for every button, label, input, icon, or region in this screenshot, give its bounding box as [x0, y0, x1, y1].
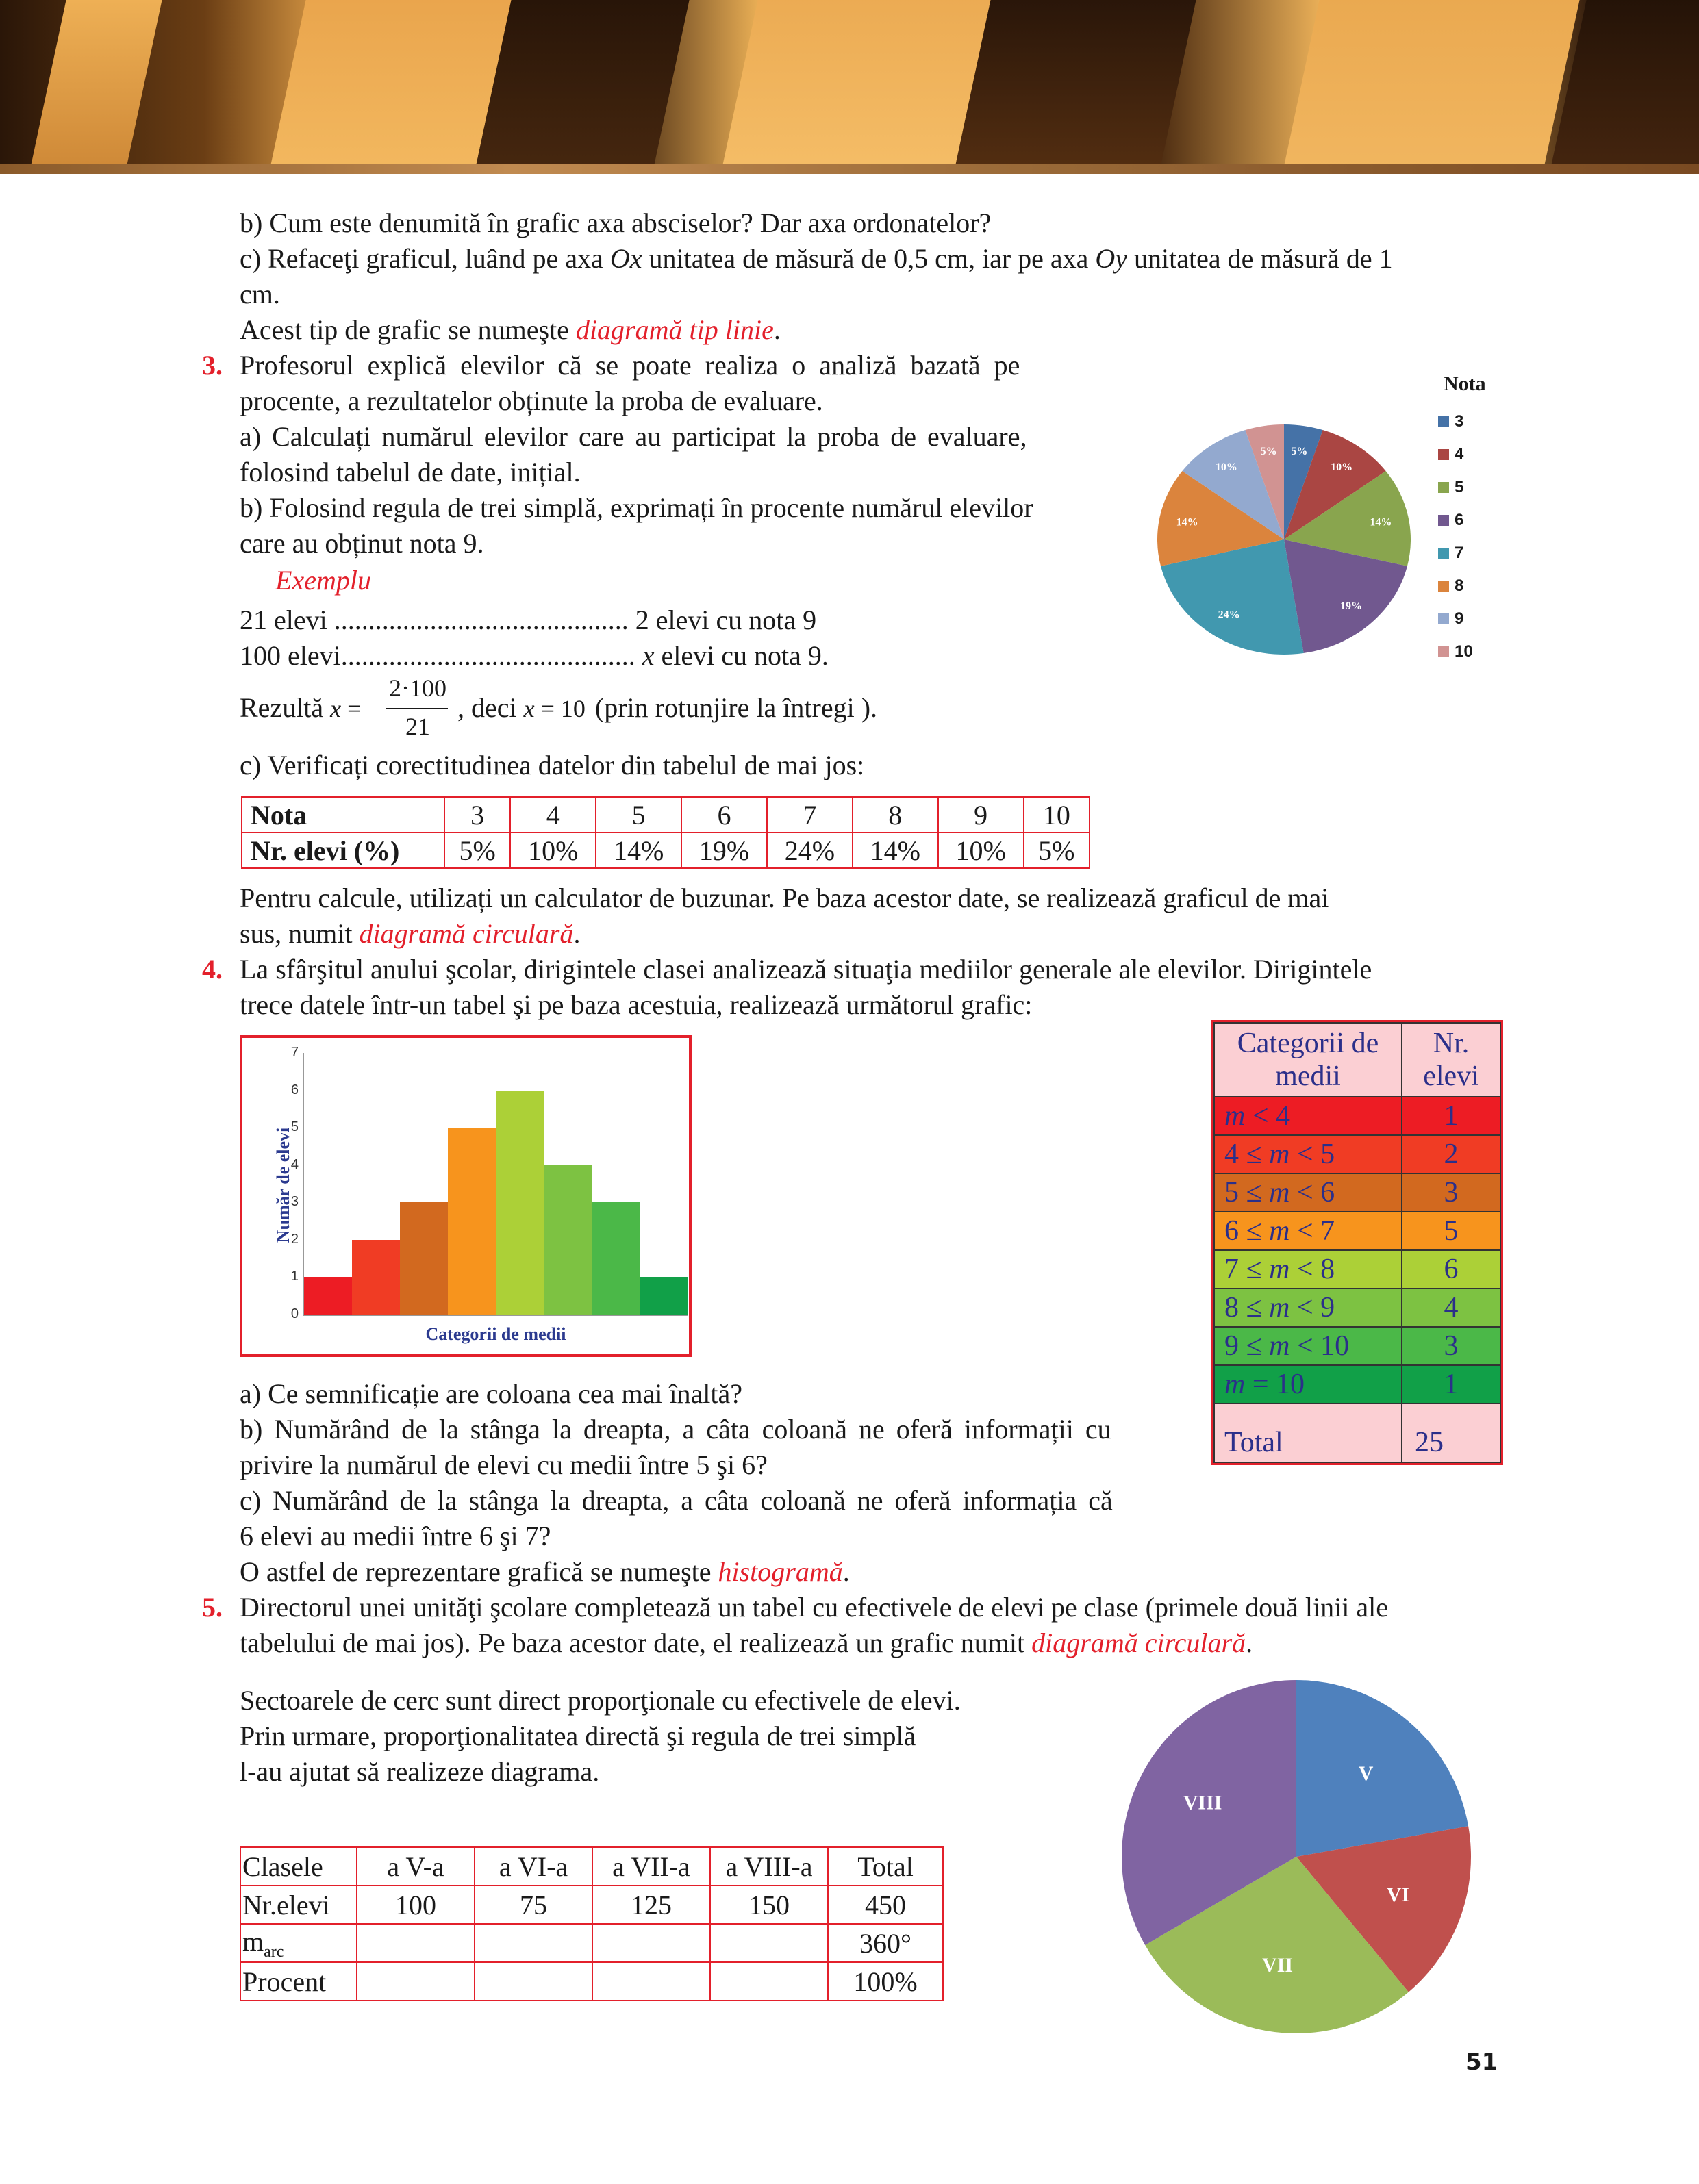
table-header-row — [1214, 1023, 1500, 1097]
table-header-row — [240, 1847, 943, 1885]
legend-item — [1438, 471, 1486, 504]
text-fragment: unitatea de măsură de 1 — [1127, 243, 1393, 274]
term-pie-chart: diagramă circulară — [359, 918, 574, 949]
equals-sign: = — [341, 695, 362, 722]
count-cell: 3 — [1402, 1173, 1500, 1212]
table-cell: 19% — [681, 833, 767, 868]
y-axis-label: Număr de elevi — [273, 1127, 293, 1243]
ex3-question-a: a) Calculați numărul elevilor care au participat la proba de evaluare, — [240, 421, 1027, 452]
pie-slices — [1157, 424, 1411, 655]
text-fragment: (prin rotunjire la întregi ). — [594, 692, 878, 723]
table-cell: a VII-a — [592, 1847, 710, 1885]
table-cell-empty — [475, 1962, 592, 2001]
table-row — [1214, 1173, 1500, 1212]
category-cell: m < 4 — [1214, 1097, 1402, 1135]
row-header: Nr. elevi (%) — [242, 833, 444, 868]
y-tick-label: 4 — [290, 1156, 299, 1172]
ex5-line2 — [240, 1625, 1253, 1661]
ex5-line1: Directorul unei unităţi şcolare completează un tabel cu efectivele de elevi pe clase (primele două linii ale — [240, 1592, 1388, 1623]
table-cell: 7 — [767, 797, 853, 833]
rule-line-1 — [240, 602, 816, 638]
legend-item — [1438, 602, 1486, 635]
example-label: Exemplu — [275, 565, 371, 596]
grades-percent-table — [241, 796, 1090, 869]
table-row — [240, 1962, 943, 2001]
header-categories — [1214, 1023, 1402, 1097]
table-row — [1214, 1212, 1500, 1250]
term-pie-chart: diagramă circulară — [1031, 1627, 1246, 1658]
slice-label: V — [1358, 1762, 1374, 1785]
page-number: 51 — [1465, 2048, 1498, 2076]
total-value: 25 — [1402, 1404, 1500, 1462]
count-cell: 6 — [1402, 1250, 1500, 1288]
ex4-line1: La sfârşitul anului şcolar, dirigintele clasei analizează situaţia mediilor generale ale elevilor. Dirigintele — [240, 954, 1372, 985]
text-fragment: . — [773, 314, 781, 345]
pie-legend — [1438, 372, 1486, 668]
table-cell: 5% — [1024, 833, 1090, 868]
ex3-after-line1: Pentru calcule, utilizați un calculator de buzunar. Pe baza acestor date, se realizează graficul de mai — [240, 883, 1329, 913]
table-cell: a V-a — [357, 1847, 475, 1885]
result-value: = 10 — [534, 695, 586, 722]
histogram-bars — [304, 1053, 688, 1315]
ex5-paragraph-2: Prin urmare, proporţionalitatea directă şi regula de trei simplă — [240, 1720, 916, 1751]
table-row — [242, 833, 1090, 868]
table-cell: 14% — [853, 833, 938, 868]
table-row — [1214, 1135, 1500, 1173]
rule-line-2 — [240, 638, 829, 674]
average-categories-table — [1213, 1022, 1501, 1463]
table-cell: Total — [828, 1847, 943, 1885]
row-header: Nr.elevi — [240, 1885, 357, 1924]
banner-facet — [1277, 0, 1585, 164]
table-cell-empty — [357, 1962, 475, 2001]
count-cell: 3 — [1402, 1327, 1500, 1365]
count-cell: 5 — [1402, 1212, 1500, 1250]
table-cell: 100% — [828, 1962, 943, 2001]
slice-label: 10% — [1215, 461, 1237, 474]
slice-label: 10% — [1331, 461, 1353, 474]
y-tick-label: 0 — [290, 1306, 299, 1321]
oy-label: Oy — [1095, 243, 1128, 274]
result-right — [457, 690, 877, 726]
table-cell: 360° — [828, 1924, 943, 1962]
text-fragment: 21 elevi — [240, 605, 327, 635]
table-total-row — [1214, 1404, 1500, 1462]
table-cell: 14% — [596, 833, 681, 868]
histogram-bar — [544, 1165, 592, 1315]
legend-label: 3 — [1455, 412, 1464, 431]
text-fragment: , deci — [457, 692, 524, 723]
classes-table — [240, 1846, 944, 2001]
table-row — [1214, 1288, 1500, 1327]
ex4-conclusion — [240, 1554, 850, 1590]
table-cell: 9 — [938, 797, 1024, 833]
text-fragment: . — [573, 918, 581, 949]
table-cell: 4 — [510, 797, 596, 833]
chart-type-sentence — [240, 312, 781, 348]
text-fragment: Rezultă — [240, 692, 331, 723]
y-tick-label: 6 — [290, 1082, 299, 1097]
fraction-bar — [386, 708, 448, 709]
histogram-bar — [448, 1128, 496, 1315]
table-row — [1214, 1250, 1500, 1288]
fraction-numerator: 2·100 — [389, 674, 446, 702]
text-fragment: Profesorul explică elevilor că se poate realiza o analiză bazată pe — [240, 350, 1020, 381]
banner-facet — [264, 0, 517, 164]
dots: ........................................... — [340, 640, 642, 671]
category-cell: m = 10 — [1214, 1365, 1402, 1404]
histogram-bar — [496, 1091, 544, 1315]
table-cell: 150 — [710, 1885, 828, 1924]
table-cell-empty — [710, 1924, 828, 1962]
result-left — [240, 690, 361, 726]
x-axis — [303, 1315, 688, 1316]
table-cell: 75 — [475, 1885, 592, 1924]
text-fragment: Nr. — [1433, 1028, 1470, 1059]
table-cell: 10% — [510, 833, 596, 868]
variable-x: x — [330, 695, 342, 722]
table-row — [1214, 1365, 1500, 1404]
fraction — [383, 674, 452, 749]
text-fragment: Acest tip de grafic se numeşte — [240, 314, 576, 345]
ex3-question-c: c) Verificați corectitudinea datelor din tabelul de mai jos: — [240, 750, 865, 780]
legend-swatch — [1438, 548, 1449, 559]
y-tick-label: 1 — [290, 1269, 299, 1284]
text-fragment: medii — [1275, 1061, 1341, 1092]
x-axis-label: Categorii de medii — [425, 1324, 566, 1344]
text-fragment: . — [842, 1556, 850, 1587]
row-header: Procent — [240, 1962, 357, 2001]
slice-label: 24% — [1218, 609, 1240, 621]
legend-swatch — [1438, 416, 1449, 427]
ox-label: Ox — [609, 243, 642, 274]
y-tick-label: 5 — [290, 1119, 299, 1135]
row-header: Nota — [242, 797, 444, 833]
ex4-question-b: b) Numărând de la stânga la dreapta, a câta coloană ne oferă informații cu — [240, 1414, 1111, 1445]
table-cell-empty — [357, 1924, 475, 1962]
slice-label: 5% — [1291, 446, 1308, 458]
question-c-text — [240, 241, 1500, 277]
table-cell: 3 — [444, 797, 510, 833]
histogram-bar — [640, 1277, 688, 1315]
ex4-line2: trece datele într-un tabel şi pe baza acestuia, realizează următorul grafic: — [240, 989, 1033, 1020]
text-fragment: elevi cu nota 9. — [654, 640, 829, 671]
legend-label: 4 — [1455, 445, 1464, 464]
subscript: arc — [264, 1942, 284, 1961]
fraction-denominator: 21 — [405, 713, 430, 740]
ex3-question-b: b) Folosind regula de trei simplă, exprimați în procente numărul elevilor — [240, 492, 1033, 523]
row-header — [240, 1924, 357, 1962]
pie-slice — [1296, 1680, 1468, 1857]
legend-label: 6 — [1455, 511, 1464, 529]
legend-item — [1438, 504, 1486, 537]
variable-x: x — [523, 695, 535, 722]
ex3-line1 — [240, 348, 1130, 383]
ex3-line2: procente, a rezultatelor obținute la proba de evaluare. — [240, 385, 823, 416]
histogram-chart — [240, 1035, 692, 1357]
histogram-bar — [304, 1277, 352, 1315]
grades-pie-chart — [1155, 423, 1413, 656]
slice-label: 19% — [1339, 600, 1362, 612]
legend-title: Nota — [1444, 372, 1486, 395]
ex4-question-a: a) Ce semnificație are coloana cea mai înaltă? — [240, 1378, 743, 1409]
category-cell: 4 ≤ m < 5 — [1214, 1135, 1402, 1173]
text-fragment: . — [1246, 1627, 1253, 1658]
legend-item — [1438, 570, 1486, 602]
count-cell: 4 — [1402, 1288, 1500, 1327]
count-cell: 1 — [1402, 1365, 1500, 1404]
table-row — [1214, 1097, 1500, 1135]
banner-facet — [716, 0, 996, 164]
table-cell: 6 — [681, 797, 767, 833]
table-cell: 100 — [357, 1885, 475, 1924]
histogram-bar — [400, 1202, 448, 1315]
category-cell: 8 ≤ m < 9 — [1214, 1288, 1402, 1327]
text-fragment: m — [242, 1925, 264, 1957]
text-fragment: tabelului de mai jos). Pe baza acestor date, el realizează un grafic numit — [240, 1627, 1032, 1658]
legend-label: 9 — [1455, 609, 1464, 628]
table-row — [240, 1885, 943, 1924]
banner-facet — [948, 0, 1202, 164]
ex3-question-b-cont: care au obținut nota 9. — [240, 528, 484, 559]
legend-label: 5 — [1455, 478, 1464, 496]
y-tick-label: 7 — [290, 1045, 299, 1060]
table-cell: 125 — [592, 1885, 710, 1924]
text-fragment: 2 elevi cu nota 9 — [635, 605, 817, 635]
legend-item — [1438, 537, 1486, 570]
text-fragment: O astfel de reprezentare grafică se numeşte — [240, 1556, 718, 1587]
table-cell-empty — [592, 1924, 710, 1962]
dots: ........................................... — [327, 605, 635, 635]
legend-swatch — [1438, 482, 1449, 493]
header-count — [1402, 1023, 1500, 1097]
text-fragment: Categorii de — [1237, 1028, 1379, 1059]
classes-pie-chart — [1118, 1679, 1474, 2035]
term-histogram: histogramă — [718, 1556, 843, 1587]
text-fragment: sus, numit — [240, 918, 360, 949]
slice-label: 14% — [1370, 516, 1392, 529]
category-cell: 5 ≤ m < 6 — [1214, 1173, 1402, 1212]
table-cell-empty — [592, 1962, 710, 2001]
total-label: Total — [1214, 1404, 1402, 1462]
ex4-question-c: c) Numărând de la stânga la dreapta, a câta coloană ne oferă informația că — [240, 1485, 1113, 1516]
table-cell: 8 — [853, 797, 938, 833]
exercise-4-number: 4. — [202, 954, 223, 985]
table-cell: 10 — [1024, 797, 1090, 833]
legend-label: 10 — [1455, 642, 1473, 661]
histogram-bar — [352, 1240, 400, 1315]
slice-label: 14% — [1176, 516, 1198, 529]
term-line-diagram: diagramă tip linie — [575, 314, 774, 345]
pie-slices — [1122, 1680, 1471, 2033]
exercise-5-number: 5. — [202, 1592, 223, 1623]
table-cell: 5% — [444, 833, 510, 868]
table-cell: a VIII-a — [710, 1847, 828, 1885]
question-b-text: b) Cum este denumită în grafic axa absciselor? Dar axa ordonatelor? — [240, 207, 992, 238]
ex3-question-a-cont: folosind tabelul de date, inițial. — [240, 457, 581, 487]
table-row — [1214, 1327, 1500, 1365]
slice-label: VII — [1262, 1954, 1294, 1977]
slice-label: VIII — [1183, 1791, 1222, 1814]
ex5-paragraph-3: l-au ajutat să realizeze diagrama. — [240, 1756, 600, 1787]
y-tick-label: 2 — [290, 1231, 299, 1247]
variable-x: x — [642, 640, 655, 671]
slice-label: VI — [1386, 1883, 1410, 1907]
count-cell: 1 — [1402, 1097, 1500, 1135]
legend-item — [1438, 635, 1486, 668]
banner-facet — [24, 0, 168, 164]
legend-item — [1438, 438, 1486, 471]
slice-label: 5% — [1260, 446, 1277, 458]
table-cell-empty — [710, 1962, 828, 2001]
text-fragment: c) Refaceţi graficul, luând pe axa — [240, 243, 610, 274]
table-cell: 450 — [828, 1885, 943, 1924]
histogram-bar — [592, 1202, 640, 1315]
legend-swatch — [1438, 581, 1449, 592]
table-cell: 24% — [767, 833, 853, 868]
row-header: Clasele — [240, 1847, 357, 1885]
text-fragment: elevi — [1423, 1061, 1479, 1092]
header-banner-image — [0, 0, 1699, 164]
table-cell: a VI-a — [475, 1847, 592, 1885]
legend-swatch — [1438, 613, 1449, 624]
y-tick-label: 3 — [290, 1194, 299, 1210]
ex3-after-line2 — [240, 916, 580, 952]
legend-item — [1438, 405, 1486, 438]
table-row — [242, 797, 1090, 833]
legend-label: 8 — [1455, 576, 1464, 595]
table-cell-empty — [475, 1924, 592, 1962]
count-cell: 2 — [1402, 1135, 1500, 1173]
ex4-question-b-cont: privire la numărul de elevi cu medii între 5 şi 6? — [240, 1449, 768, 1480]
table-cell: 10% — [938, 833, 1024, 868]
table-row — [240, 1924, 943, 1962]
text-fragment: 100 elevi — [240, 640, 341, 671]
table-cell: 5 — [596, 797, 681, 833]
legend-items — [1438, 405, 1486, 668]
question-c-continuation: cm. — [240, 279, 280, 309]
exercise-3-number: 3. — [202, 350, 223, 381]
ex5-paragraph-1: Sectoarele de cerc sunt direct proporţionale cu efectivele de elevi. — [240, 1685, 961, 1716]
legend-swatch — [1438, 515, 1449, 526]
category-rows — [1214, 1097, 1500, 1404]
legend-label: 7 — [1455, 544, 1464, 562]
ex4-question-c-cont: 6 elevi au medii între 6 şi 7? — [240, 1521, 551, 1551]
category-cell: 6 ≤ m < 7 — [1214, 1212, 1402, 1250]
legend-swatch — [1438, 646, 1449, 657]
legend-swatch — [1438, 449, 1449, 460]
category-cell: 9 ≤ m < 10 — [1214, 1327, 1402, 1365]
text-fragment: unitatea de măsură de 0,5 cm, iar pe axa — [642, 243, 1096, 274]
category-cell: 7 ≤ m < 8 — [1214, 1250, 1402, 1288]
banner-divider — [0, 164, 1699, 174]
